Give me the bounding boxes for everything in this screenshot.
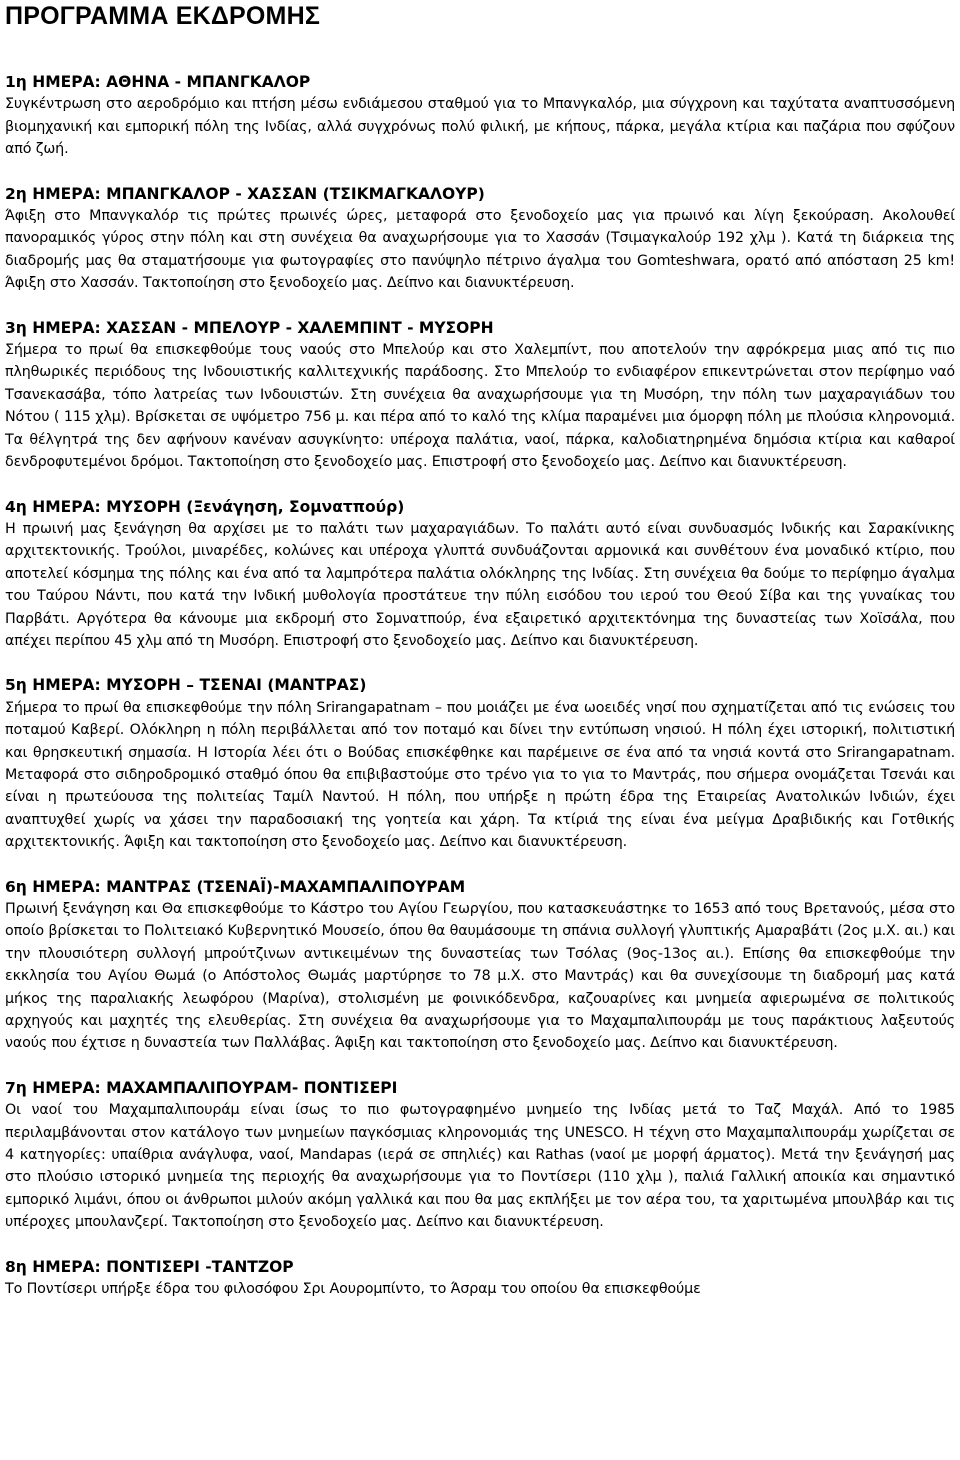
day-heading: 7η ΗΜΕΡΑ: ΜΑΧΑΜΠΑΛΙΠΟΥΡΑΜ- ΠΟΝΤΙΣΕΡΙ [5,1078,398,1097]
day-heading: 6η ΗΜΕΡΑ: ΜΑΝΤΡΑΣ (ΤΣΕΝΑΪ)-ΜΑΧΑΜΠΑΛΙΠΟΥΡΑΜ [5,877,466,896]
page-title: ΠΡΟΓΡΑΜΜΑ ΕΚΔΡΟΜΗΣ [5,2,321,30]
day-heading: 8η ΗΜΕΡΑ: ΠΟΝΤΙΣΕΡΙ -ΤΑΝΤΖΟΡ [5,1257,294,1276]
day-section-7 [5,1077,955,1234]
day-section-3 [5,317,955,474]
day-section-1 [5,71,955,161]
day-heading: 5η ΗΜΕΡΑ: ΜΥΣΟΡΗ – ΤΣΕΝΑΙ (ΜΑΝΤΡΑΣ) [5,676,367,695]
day-description: Άφιξη στο Μπανγκαλόρ τις πρώτες πρωινές ώρες, μεταφορά στο ξενοδοχείο μας για πρωινό και λίγη ξεκούραση. Ακολουθεί πανοραμικός γύρος στην πόλη και στη συνέχεια θα αναχωρήσουμε για το Χασσάν (Τσιμαγκαλούρ 192 χλμ ). Κατά τη διάρκεια της διαδρομής μας θα σταματήσουμε για φωτογραφίες στο πανύψηλο πέτρινο άγαλμα του Gomteshwara, ορατό από απόσταση 25 km! Άφιξη στο Χασσάν. Τακτοποίηση στο ξενοδοχείο μας. Δείπνο και διανυκτέρευση. [5,208,955,292]
day-description: Συγκέντρωση στο αεροδρόμιο και πτήση μέσω ενδιάμεσου σταθμού για το Μπανγκαλόρ, μια σύγχρονη και ταχύτατα αναπτυσσόμενη βιομηχανική και εμπορική πόλη της Ινδίας, αλλά συγχρόνως πολύ φιλική, με κήπους, πάρκα, μεγάλα κτίρια και παζάρια που σφύζουν από ζωή. [5,96,955,158]
day-description: Σήμερα το πρωί θα επισκεφθούμε την πόλη Srirangapatnam – που μοιάζει με ένα ωοειδές νησί που σχηματίζεται από τις ενώσεις του ποταμού Καβερί. Ολόκληρη η πόλη περιβάλλεται από τον ποταμό και δίνει την εντύπωση νησιού. Η πόλη έχει ιστορική, πολιτιστική και θρησκευτική σημασία. Η Ιστορία λέει ότι ο Βούδας επισκέφθηκε και παρέμεινε σε ένα από τα νησιά κοντά στο Srirangapatnam. Μεταφορά στο σιδηροδρομικό σταθμό όπου θα επιβιβαστούμε στο τρένο για το για το Μαντράς, που σήμερα ονομάζεται Τσενάι και είναι η πρωτεύουσα της πολιτείας Ταμίλ Ναντού. Η πόλη, που υπήρξε η πρώτη έδρα της Εταιρείας Ανατολικών Ινδιών, έχει αναπτυχθεί χωρίς να χάσει την παραδοσιακή της γοητεία και χάρη. Τα κτίριά της είναι ένα μείγμα Δραβιδικής και Γοτθικής αρχιτεκτονικής. Άφιξη και τακτοποίηση στο ξενοδοχείο μας. Δείπνο και διανυκτέρευση. [5,699,955,851]
day-description: Η πρωινή μας ξενάγηση θα αρχίσει με το παλάτι των μαχαραγιάδων. Το παλάτι αυτό είναι συνδυασμός Ινδικής και Σαρακίνικης αρχιτεκτονικής. Τρούλοι, μιναρέδες, κολώνες και υπέροχα γλυπτά συνδυάζονται αρμονικά και συνθέτουν ένα μοναδικό κτίριο, που αποτελεί κόσμημα της πόλης και ένα από τα λαμπρότερα παλάτια ολόκληρης της Ινδίας. Στη συνέχεια θα δούμε το περίφημο άγαλμα του Ταύρου Νάντι, που κατά την Ινδική μυθολογία προστάτευε την πύλη εισόδου του ιερού του Θεού Σίβα και της γυναίκας του Παρβάτι. Αργότερα θα κάνουμε μια εκδρομή στο Σομνατπούρ, ένα εξαιρετικό αρχιτεκτόνημα της δυναστείας των Χοϊσάλα, που απέχει περίπου 45 χλμ από τη Μυσόρη. Επιστροφή στο ξενοδοχείο μας. Δείπνο και διανυκτέρευση. [5,520,955,649]
day-description: Σήμερα το πρωί θα επισκεφθούμε τους ναούς στο Μπελούρ και στο Χαλεμπίντ, που αποτελούν την αφρόκρεμα μιας από τις πιο πληθωρικές περιόδους της Ινδουιστικής καλλιτεχνικής παράδοσης. Στο Μπελούρ το ενδιαφέρον επικεντρώνεται στον περίφημο ναό Τσανεκασάβα, τόπο λατρείας των Ινδουιστών. Στη συνέχεια θα αναχωρήσουμε για τη Μυσόρη, την πόλη των μαχαραγιάδων του Νότου ( 115 χλμ). Βρίσκεται σε υψόμετρο 756 μ. και πέρα από το καλό της κλίμα παραμένει μια όμορφη πόλη με πλούσια κληρονομιά. Τα θέλγητρά της δεν αφήνουν κανέναν ασυγκίνητο: υπέροχα παλάτια, ναοί, πάρκα, καλοδιατηρημένα δημόσια κτίρια και καθαροί δενδροφυτεμένοι δρόμοι. Τακτοποίηση στο ξενοδοχείο μας. Επιστροφή στο ξενοδοχείο μας. Δείπνο και διανυκτέρευση. [5,342,955,471]
day-heading: 4η ΗΜΕΡΑ: ΜΥΣΟΡΗ (Ξενάγηση, Σομνατπούρ) [5,497,405,516]
day-heading: 2η ΗΜΕΡΑ: ΜΠΑΝΓΚΑΛΟΡ - ΧΑΣΣΑΝ (ΤΣΙΚΜΑΓΚΑΛΟΥΡ) [5,184,485,203]
day-section-6 [5,876,955,1055]
day-section-5 [5,674,955,853]
day-section-8 [5,1256,955,1301]
day-description: Το Ποντίσερι υπήρξε έδρα του φιλοσόφου Σρι Αουρομπίντο, το Άσραμ του οποίου θα επισκεφθούμε [5,1281,701,1298]
day-description: Πρωινή ξενάγηση και Θα επισκεφθούμε το Κάστρο του Αγίου Γεωργίου, που κατασκευάστηκε το 1653 από τους Βρετανούς, μέσα στο οποίο βρίσκεται το Πολιτειακό Κυβερνητικό Μουσείο, όπου θα θαυμάσουμε τη σπάνια συλλογή γλυπτικής Αμαραβάτι (2ος μ.Χ. αι.) και την πλουσιότερη συλλογή μπρούτζινων αντικειμένων της δυναστείας των Τσόλας (9ος-13ος αι.). Επίσης θα επισκεφθούμε την εκκλησία του Αγίου Θωμά (ο Απόστολος Θωμάς μαρτύρησε το 78 μ.Χ. στο Μαντράς) και θα συνεχίσουμε τη διαδρομή μας κατά μήκος της παραλιακής λεωφόρου (Μαρίνα), στολισμένη με φοινικόδενδρα, καζουαρίνες και μνημεία αφιερωμένα σε πολιτικούς αρχηγούς και μαχητές της ελευθερίας. Στη συνέχεια θα αναχωρήσουμε για το Μαχαμπαλιπουράμ με τους παράκτιους λαξευτούς ναούς που έχτισε η δυναστεία των Παλλάβας. Άφιξη και τακτοποίηση στο ξενοδοχείο μας. Δείπνο και διανυκτέρευση. [5,901,955,1052]
day-description: Οι ναοί του Μαχαμπαλιπουράμ είναι ίσως το πιο φωτογραφημένο μνημείο της Ινδίας μετά το Ταζ Μαχάλ. Από το 1985 περιλαμβάνονται στον κατάλογο των μνημείων παγκόσμιας κληρονομιάς της UNESCO. Η τέχνη στο Μαχαμπαλιπουράμ χωρίζεται σε 4 κατηγορίες: υπαίθρια ανάγλυφα, ναοί, Mandapas (ιερά σε σπηλιές) και Rathas (ναοί με μορφή άρματος). Μετά την ξενάγησή μας στο πλούσιο ιστορικό μνημεία της περιοχής θα αναχωρήσουμε για το Ποντίσερι (110 χλμ ), παλιά Γαλλική αποικία και σημαντικό εμπορικό λιμάνι, όπου οι άνθρωποι μιλούν ακόμη γαλλικά και που θα μας εκπλήξει με τον αέρα του, τα χαριτωμένα μπουλβάρ και τις υπέροχες μπουλανζερί. Τακτοποίηση στο ξενοδοχείο μας. Δείπνο και διανυκτέρευση. [5,1102,955,1231]
day-section-2 [5,183,955,295]
day-heading: 3η ΗΜΕΡΑ: ΧΑΣΣΑΝ - ΜΠΕΛΟΥΡ - ΧΑΛΕΜΠΙΝΤ - ΜΥΣΟΡΗ [5,318,494,337]
day-section-4 [5,496,955,653]
day-heading: 1η ΗΜΕΡΑ: ΑΘΗΝΑ - ΜΠΑΝΓΚΑΛΟΡ [5,73,311,91]
